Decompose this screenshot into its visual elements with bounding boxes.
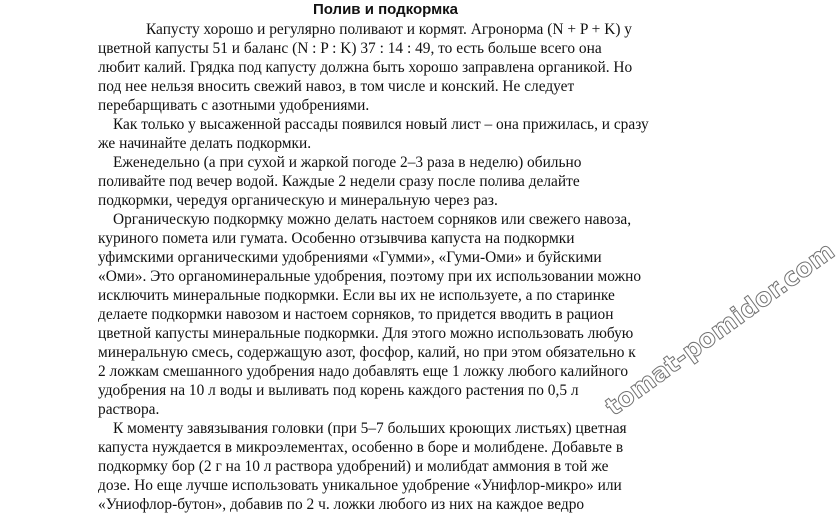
paragraph-1-line-2: цветной капусты 51 и баланс (N : P : K) 37 : 14 : 49, то есть больше всего она xyxy=(98,40,602,57)
paragraph-4-line-1: Органическую подкормку можно делать настоем сорняков или свежего навоза, xyxy=(113,211,632,228)
paragraph-1-line-5: перебарщивать с азотными удобрениями. xyxy=(98,97,370,114)
watermark: tomat-pomidor.com xyxy=(600,236,840,422)
paragraph-2-line-2: же начинайте делать подкормки. xyxy=(98,135,312,152)
paragraph-5-line-1: К моменту завязывания головки (при 5–7 больших кроющих листьях) цветная xyxy=(113,420,627,437)
paragraph-4-line-10: удобрения на 10 л воды и выливать под корень каждого растения по 0,5 л xyxy=(98,382,579,399)
paragraph-5-line-5: «Униофлор-бутон», добавив по 2 ч. ложки любого из них на каждое ведро xyxy=(98,496,585,513)
paragraph-4-line-2: куриного помета или гумата. Особенно отзывчива капуста на подкормки xyxy=(98,230,575,247)
paragraph-5-line-3: подкормку бор (2 г на 10 л раствора удобрений) и молибдат аммония в той же xyxy=(98,458,609,475)
paragraph-4-line-5: исключить минеральные подкормки. Если вы их не используете, а по старинке xyxy=(98,287,615,304)
page-title: Полив и подкормка xyxy=(312,1,459,18)
paragraph-2-line-1: Как только у высаженной рассады появился новый лист – она прижилась, и сразу xyxy=(113,116,649,133)
paragraph-1-line-1: Капусту хорошо и регулярно поливают и кормят. Агронорма (N + P + K) у xyxy=(146,21,632,38)
paragraph-3-line-1: Еженедельно (а при сухой и жаркой погоде 2–3 раза в неделю) обильно xyxy=(113,154,582,171)
paragraph-4-line-4: «Оми». Это органоминеральные удобрения, поэтому при их использовании можно xyxy=(98,268,642,285)
paragraph-4-line-9: 2 ложкам смешанного удобрения надо добавлять еще 1 ложку любого калийного xyxy=(98,363,629,380)
paragraph-4-line-8: минеральную смесь, содержащую азот, фосфор, калий, но при этом обязательно к xyxy=(98,344,636,361)
paragraph-3-line-3: подкормки, чередуя органическую и минеральную через раз. xyxy=(98,192,498,209)
paragraph-1-line-4: под нее нельзя вносить свежий навоз, в том числе и конский. Не следует xyxy=(98,78,575,95)
paragraph-5-line-2: капуста нуждается в микроэлементах, особенно в боре и молибдене. Добавьте в xyxy=(98,439,624,456)
paragraph-1-line-3: любит калий. Грядка под капусту должна быть хорошо заправлена органикой. Но xyxy=(98,59,633,76)
paragraph-4-line-3: уфимскими органическими удобрениями «Гумми», «Гуми-Оми» и буйскими xyxy=(98,249,602,266)
paragraph-4-line-6: делаете подкормки навозом и настоем сорняков, то придется вводить в рацион xyxy=(98,306,614,323)
paragraph-5-line-4: дозе. Но еще лучше использовать уникальное удобрение «Унифлор-микро» или xyxy=(98,477,622,494)
paragraph-3-line-2: поливайте под вечер водой. Каждые 2 недели сразу после полива делайте xyxy=(98,173,580,190)
paragraph-4-line-11: раствора. xyxy=(98,401,160,418)
paragraph-4-line-7: цветной капусты минеральные подкормки. Для этого можно использовать любую xyxy=(98,325,634,342)
